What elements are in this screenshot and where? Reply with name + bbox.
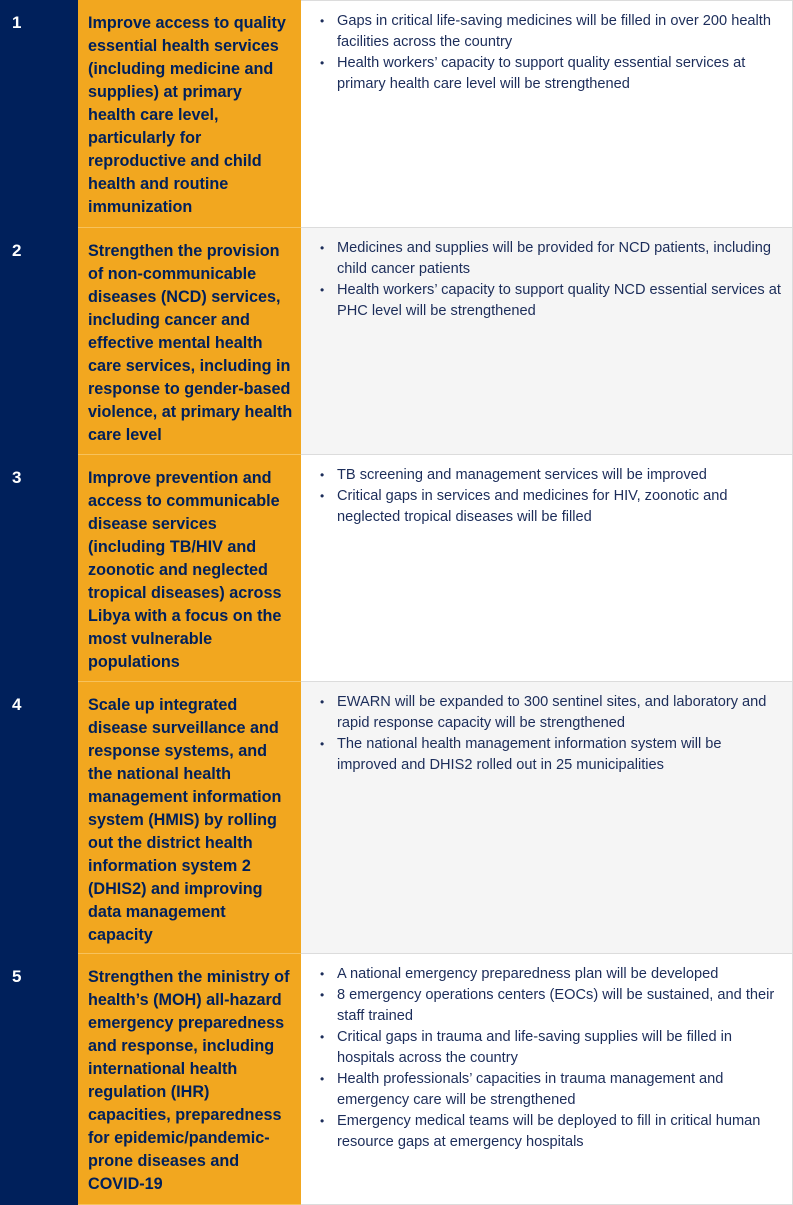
table-row [0, 0, 793, 228]
results-list [315, 11, 784, 95]
result-item: • 8 emergency operations centers (EOCs) will be sustained, and their staff trained [315, 985, 784, 1027]
results-cell [301, 455, 793, 682]
results-cell [301, 682, 793, 954]
result-item: • Medicines and supplies will be provided for NCD patients, including child cancer patients [315, 238, 784, 280]
row-number: 2 [0, 228, 78, 455]
results-list [315, 964, 784, 1153]
row-number: 1 [0, 0, 78, 228]
result-item: • Health workers’ capacity to support quality essential services at primary health care level will be strengthened [315, 53, 784, 95]
objective-text: Improve prevention and access to communicable disease services (including TB/HIV and zoonotic and neglected tropical diseases) across Libya with a focus on the most vulnerable populations [78, 455, 301, 682]
table-row [0, 682, 793, 954]
objective-text: Scale up integrated disease surveillance and response systems, and the national health management information system (HMIS) by rolling out the district health information system 2 (DHIS2) and improving data management capacity [78, 682, 301, 954]
result-item: • EWARN will be expanded to 300 sentinel sites, and laboratory and rapid response capacity will be strengthened [315, 692, 784, 734]
results-cell [301, 0, 793, 228]
row-number: 3 [0, 455, 78, 682]
results-cell [301, 228, 793, 455]
result-item: • Gaps in critical life-saving medicines will be filled in over 200 health facilities across the country [315, 11, 784, 53]
result-item: • A national emergency preparedness plan will be developed [315, 964, 784, 985]
table-row [0, 228, 793, 455]
results-list [315, 238, 784, 322]
result-item: • TB screening and management services will be improved [315, 465, 784, 486]
result-item: • Health workers’ capacity to support quality NCD essential services at PHC level will be strengthened [315, 280, 784, 322]
objective-text: Improve access to quality essential health services (including medicine and supplies) at primary health care level, particularly for reproductive and child health and routine immunization [78, 0, 301, 228]
results-list [315, 692, 784, 776]
results-cell [301, 954, 793, 1205]
objective-text: Strengthen the ministry of health’s (MOH) all-hazard emergency preparedness and response, including international health regulation (IHR) capacities, preparedness for epidemic/pandemic-prone diseases and COVID-19 [78, 954, 301, 1205]
row-number: 4 [0, 682, 78, 954]
result-item: • Critical gaps in services and medicines for HIV, zoonotic and neglected tropical diseases will be filled [315, 486, 784, 528]
result-item: • Emergency medical teams will be deployed to fill in critical human resource gaps at emergency hospitals [315, 1111, 784, 1153]
objective-text: Strengthen the provision of non-communicable diseases (NCD) services, including cancer and effective mental health care services, including in response to gender-based violence, at primary health care level [78, 228, 301, 455]
table-row [0, 954, 793, 1205]
row-number: 5 [0, 954, 78, 1205]
results-list [315, 465, 784, 528]
result-item: • The national health management information system will be improved and DHIS2 rolled out in 25 municipalities [315, 734, 784, 776]
table-row [0, 455, 793, 682]
result-item: • Critical gaps in trauma and life-saving supplies will be filled in hospitals across the country [315, 1027, 784, 1069]
result-item: • Health professionals’ capacities in trauma management and emergency care will be strengthened [315, 1069, 784, 1111]
